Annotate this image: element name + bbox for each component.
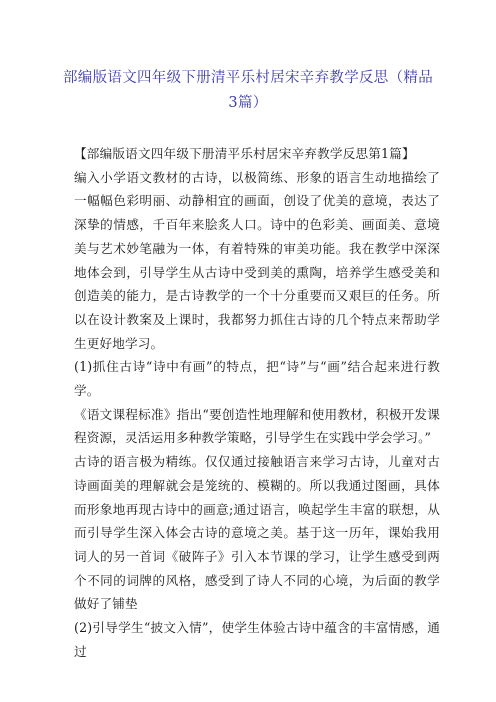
body-paragraph: 古诗的语言极为精练。仅仅通过接触语言来学习古诗，儿童对古诗画面美的理解就会是笼统的、模糊的。所以我通过图画，具体而形象地再现古诗中的画意;通过语言，唤起学生丰富的联想，从而引导学生深入体会古诗的意境之美。基于这一历年，课始我用词人的另一首词《破阵子》引入本节课的学习，让学生感受到两个不同的词牌的风格，感受到了诗人不同的心境，为后面的教学做好了铺垫 — [74, 454, 440, 612]
body-paragraph: (1)抓住古诗“诗中有画”的特点，把“诗”与“画”结合起来进行教学。 — [74, 359, 440, 399]
body-paragraph: 编入小学语文教材的古诗，以极简练、形象的语言生动地描绘了一幅幅色彩明丽、动静相宜的画面，创设了优美的意境，表达了深挚的情感，千百年来脍炙人口。诗中的色彩美、画面美、意境美与艺术妙笔融为一体，有着特殊的审美功能。我在教学中深深地体会到，引导学生从古诗中受到美的熏陶，培养学生感受美和创造美的能力，是古诗教学的一个十分重要而又艰巨的任务。所以在设计教案及上课时，我都努力抓住古诗的几个特点来帮助学生更好地学习。 — [74, 169, 440, 351]
document-title: 部编版语文四年级下册清平乐村居宋辛弃教学反思（精品3篇） — [63, 70, 433, 111]
section-heading: 【部编版语文四年级下册清平乐村居宋辛弃教学反思第1篇】 — [74, 146, 415, 161]
document-body — [74, 142, 440, 663]
body-paragraph: 《语文课程标准》指出“要创造性地理解和使用教材，积极开发课程资源，灵活运用多种教学策略，引导学生在实践中学会学习。” — [74, 406, 440, 446]
body-paragraph: (2)引导学生“披文入情”，使学生体验古诗中蕴含的丰富情感，通过 — [74, 620, 440, 659]
